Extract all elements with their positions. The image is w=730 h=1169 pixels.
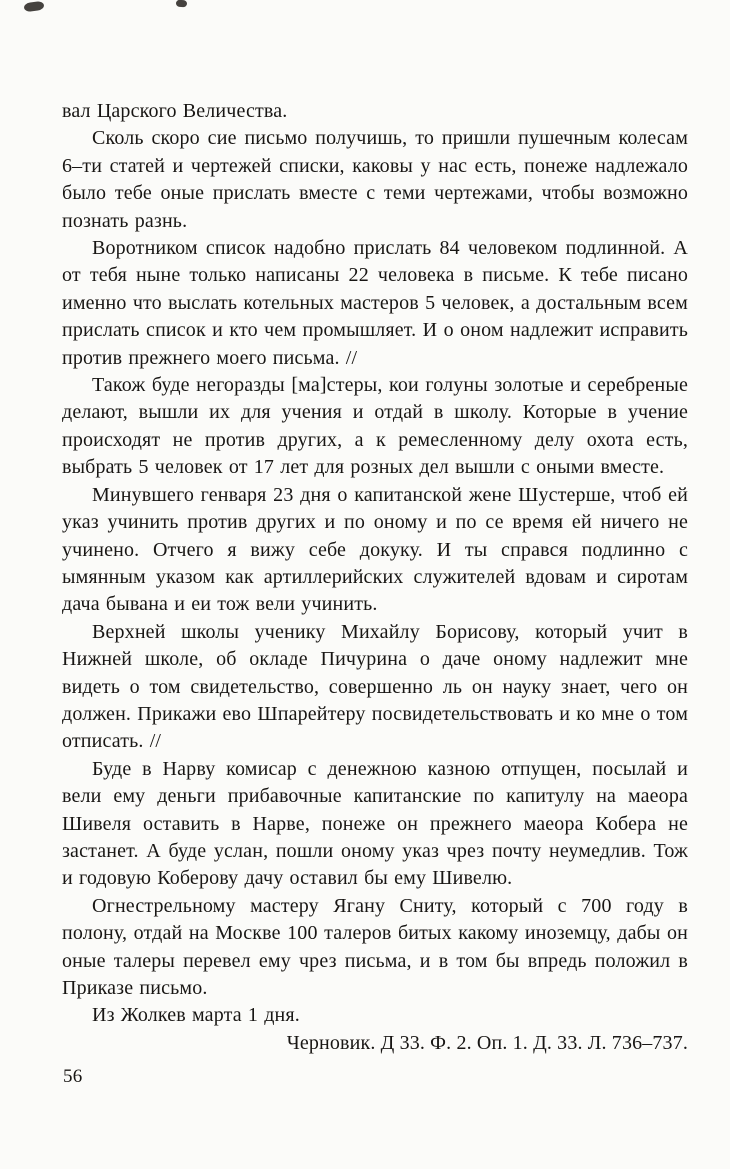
scan-artifact xyxy=(23,1,44,13)
text-block xyxy=(62,98,688,1057)
paragraph: Минувшего генваря 23 дня о капитанской жене Шустерше, чтоб ей указ учинить против других и по оному и по се время ей ничего не учинено. Отчего я вижу себе докуку. И ты справся подлинно с ымянным указом как артиллерийских служителей вдовам и сиротам дача бывана и еи тож вели учинить. xyxy=(62,483,688,616)
archive-reference: Черновик. Д 33. Ф. 2. Оп. 1. Д. 33. Л. 736–737. xyxy=(286,1031,688,1054)
paragraph: Також буде негоразды [ма]стеры, кои голуны золотые и серебреные делают, вышли их для учения и отдай в школу. Которые в учение происходят не против других, а к ремесленному делу охота есть, выбрать 5 человек от 17 лет для розных дел вышли с оными вместе. xyxy=(62,374,688,479)
scan-artifact xyxy=(176,0,187,7)
paragraph: Буде в Нарву комисар с денежною казною отпущен, посылай и вели ему деньги прибавочные капитанские по капитулу на маеора Шивеля оставить в Нарве, понеже он прежнего маеора Кобера не застанет. А буде услан, пошли оному указ чрез почту неумедлив. Тож и годовую Коберову дачу оставил бы ему Шивелю. xyxy=(62,757,688,890)
paragraph: вал Царского Величества. xyxy=(62,100,288,122)
paragraph: Воротником список надобно прислать 84 человеком подлинной. А от тебя ныне только написаны 22 человека в письме. К тебе писано именно что выслать котельных мастеров 5 человек, а достальным всем прислать список и кто чем промышляет. И о оном надлежит исправить против прежнего моего письма. // xyxy=(62,237,688,369)
paragraph: Из Жолкев марта 1 дня. xyxy=(92,1004,300,1027)
paragraph: Сколь скоро сие письмо получишь, то пришли пушечным колесам 6–ти статей и чертежей списки, каковы у нас есть, понеже надлежало было тебе оные прислать вместе с теми чертежами, чтобы возможно познать разнь. xyxy=(62,127,688,232)
page-number: 56 xyxy=(63,1066,83,1087)
paragraph: Огнестрельному мастеру Ягану Сниту, который с 700 году в полону, отдай на Москве 100 талеров битых какому иноземцу, дабы он оные талеры перевел ему чрез письма, и в том бы впредь положил в Приказе письмо. xyxy=(62,894,688,999)
paragraph: Верхней школы ученику Михайлу Борисову, который учит в Нижней школе, об окладе Пичурина о даче оному надлежит мне видеть о том свидетельство, совершенно ль он науку знает, чего он должен. Прикажи ево Шпарейтеру посвидетельствовать и ко мне о том отписать. // xyxy=(62,620,688,753)
